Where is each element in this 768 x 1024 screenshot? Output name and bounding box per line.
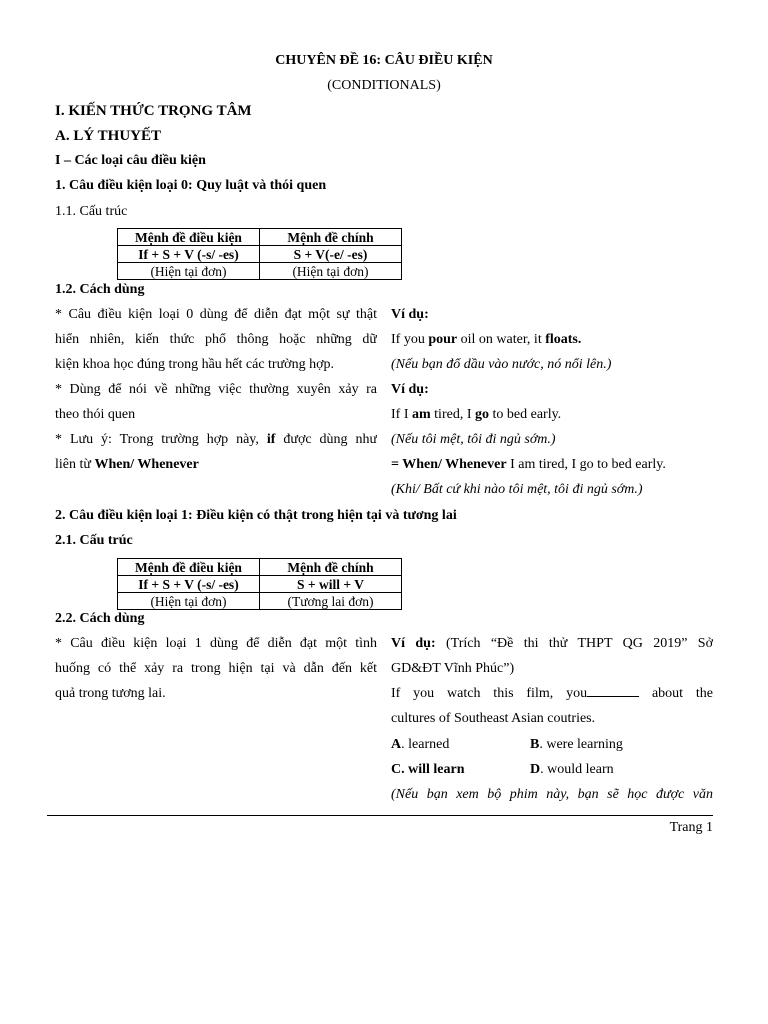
note-bold: When/ Whenever (94, 457, 199, 472)
table-header: Mệnh đề chính (260, 229, 402, 246)
ex-bold: am (412, 407, 431, 422)
type0-usage-line: kiện khoa học đúng trong hầu hết các trường hợp. (55, 357, 334, 372)
table-header: Mệnh đề chính (260, 559, 402, 576)
example-label: Ví dụ: (391, 636, 436, 651)
type0-usage-line: hiển nhiên, kiến thức phổ thông hoặc những dữ (55, 332, 377, 347)
type1-heading: 2. Câu điều kiện loại 1: Điều kiện có thật trong hiện tại và tương lai (55, 508, 457, 523)
option-text: . were learning (539, 737, 623, 752)
subsection-heading: I – Các loại câu điều kiện (55, 153, 206, 168)
ex-bold: pour (428, 332, 458, 347)
type0-usage-line: theo thói quen (55, 407, 136, 422)
example-translation: (Nếu bạn đổ dầu vào nước, nó nổi lên.) (391, 357, 612, 372)
example-sentence (391, 331, 581, 349)
table-row (118, 576, 402, 593)
type1-usage-line: huống có thể xảy ra trong hiện tại và dẫn đến kết (55, 661, 377, 676)
option-a (391, 736, 449, 754)
option-letter: A (391, 737, 402, 752)
table-row (118, 263, 402, 280)
section-heading-I: I. KIẾN THỨC TRỌNG TÂM (55, 103, 252, 119)
note-text: được dùng như (283, 432, 377, 447)
question-text: about the (651, 686, 713, 701)
section-heading-A: A. LÝ THUYẾT (55, 128, 161, 144)
type1-structure-table (117, 558, 402, 610)
page-title: CHUYÊN ĐỀ 16: CÂU ĐIỀU KIỆN (275, 53, 493, 68)
ex-text: If I (391, 407, 409, 422)
example-sentence (391, 456, 666, 474)
example-translation: (Nếu tôi mệt, tôi đi ngủ sớm.) (391, 432, 556, 447)
ex-text: oil on water, it (460, 332, 542, 347)
option-c (391, 761, 465, 779)
type0-note-line (55, 431, 377, 449)
answer-blank (587, 695, 639, 697)
ex-text: to bed early. (492, 407, 562, 422)
option-d (530, 761, 614, 779)
option-letter: D (530, 762, 541, 777)
ex-bold: floats. (545, 332, 582, 347)
table-header: Mệnh đề điều kiện (118, 559, 260, 576)
example-label: Ví dụ: (391, 307, 429, 322)
type1-example-source (391, 635, 713, 653)
ex-text: If you (391, 332, 425, 347)
type1-usage-line: * Câu điều kiện loại 1 dùng để diễn đạt một tình (55, 636, 377, 651)
example-sentence (391, 406, 561, 424)
type1-usage-heading: 2.2. Cách dùng (55, 611, 145, 626)
example-translation: (Khi/ Bất cứ khi nào tôi mệt, tôi đi ngủ sớm.) (391, 482, 643, 497)
table-cell: (Hiện tại đơn) (118, 593, 260, 610)
ex-bold: = When/ Whenever (391, 457, 507, 472)
table-row (118, 593, 402, 610)
table-header: Mệnh đề điều kiện (118, 229, 260, 246)
ex-bold: go (475, 407, 489, 422)
type1-question-line2: cultures of Southeast Asian coutries. (391, 711, 596, 726)
option-text: . learned (401, 737, 450, 752)
note-bold: if (266, 432, 276, 447)
table-cell: (Tương lai đơn) (260, 593, 402, 610)
table-cell: (Hiện tại đơn) (260, 263, 402, 280)
type0-structure-table (117, 228, 402, 280)
type1-example-source2: GD&ĐT Vĩnh Phúc”) (391, 661, 515, 676)
table-cell: (Hiện tại đơn) (118, 263, 260, 280)
type1-struct-heading: 2.1. Cấu trúc (55, 533, 133, 548)
table-cell: S + V(-e/ -es) (260, 246, 402, 263)
option-b (530, 736, 623, 754)
option-letter: B (530, 737, 540, 752)
option-letter: C (391, 762, 402, 777)
type0-usage-line: * Dùng để nói về những việc thường xuyên xảy ra (55, 382, 377, 397)
table-row (118, 246, 402, 263)
table-row (118, 229, 402, 246)
option-text: . will learn (401, 762, 465, 777)
type0-struct-heading: 1.1. Cấu trúc (55, 204, 128, 219)
type1-question-line1 (391, 685, 713, 703)
type1-translation: (Nếu bạn xem bộ phim này, bạn sẽ học được văn (391, 787, 713, 802)
type0-note-line2 (55, 456, 199, 474)
type0-heading: 1. Câu điều kiện loại 0: Quy luật và thói quen (55, 178, 327, 193)
question-text: If you watch this film, you (391, 686, 588, 701)
type0-usage-line: * Câu điều kiện loại 0 dùng để diễn đạt một sự thật (55, 307, 377, 322)
example-source: (Trích “Đề thi thử THPT QG 2019” Sở (445, 636, 713, 651)
note-text: * Lưu ý: Trong trường hợp này, (55, 432, 259, 447)
footer-divider (47, 815, 713, 816)
note-text: liên từ (55, 457, 91, 472)
ex-text: I am tired, I go to bed early. (510, 457, 666, 472)
option-text: . would learn (540, 762, 614, 777)
type0-usage-heading: 1.2. Cách dùng (55, 282, 145, 297)
page-subtitle: (CONDITIONALS) (327, 78, 441, 93)
example-label: Ví dụ: (391, 382, 429, 397)
page-number: Trang 1 (669, 820, 713, 835)
table-cell: If + S + V (-s/ -es) (118, 576, 260, 593)
ex-text: tired, I (434, 407, 472, 422)
table-row (118, 559, 402, 576)
table-cell: If + S + V (-s/ -es) (118, 246, 260, 263)
table-cell: S + will + V (260, 576, 402, 593)
type1-usage-line: quả trong tương lai. (55, 686, 166, 701)
